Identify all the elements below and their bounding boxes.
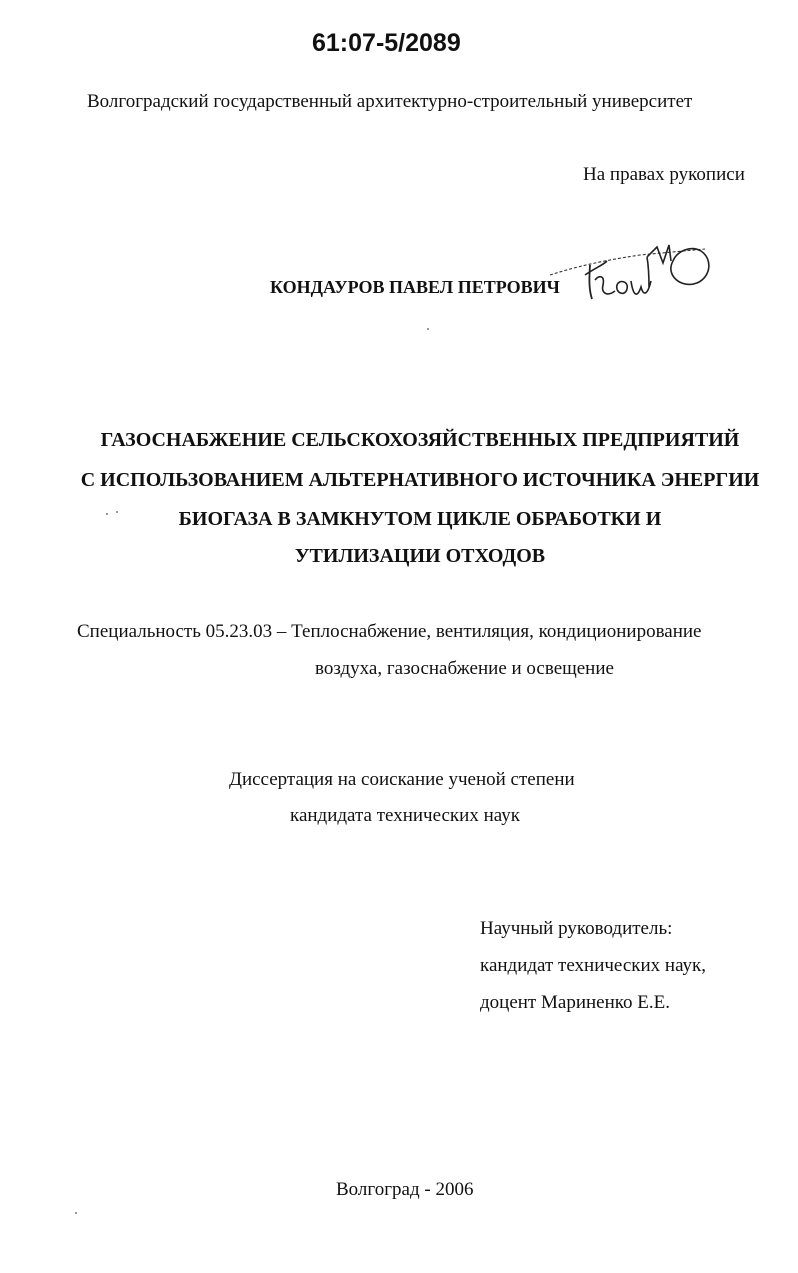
- scan-speck: [106, 513, 108, 515]
- author-signature-icon: [545, 235, 720, 305]
- degree-line-1: Диссертация на соискание ученой степени: [229, 769, 575, 790]
- city-year: Волгоград - 2006: [336, 1179, 474, 1200]
- scan-speck: [75, 1212, 77, 1214]
- title-line-1: ГАЗОСНАБЖЕНИЕ СЕЛЬСКОХОЗЯЙСТВЕННЫХ ПРЕДПРИЯТИЙ: [100, 429, 740, 451]
- supervisor-line-3: доцент Мариненко Е.Е.: [480, 992, 670, 1013]
- title-line-2: С ИСПОЛЬЗОВАНИЕМ АЛЬТЕРНАТИВНОГО ИСТОЧНИКА ЭНЕРГИИ: [80, 469, 760, 491]
- specialty-line-2: воздуха, газоснабжение и освещение: [315, 658, 614, 679]
- title-line-3: БИОГАЗА В ЗАМКНУТОМ ЦИКЛЕ ОБРАБОТКИ И: [178, 508, 662, 530]
- university-name: Волгоградский государственный архитектурно-строительный университет: [87, 91, 693, 112]
- supervisor-line-2: кандидат технических наук,: [480, 955, 707, 976]
- title-line-4: УТИЛИЗАЦИИ ОТХОДОВ: [294, 545, 546, 567]
- author-name: КОНДАУРОВ ПАВЕЛ ПЕТРОВИЧ: [270, 277, 560, 297]
- rights-note: На правах рукописи: [583, 164, 745, 185]
- specialty-line-1: Специальность 05.23.03 – Теплоснабжение, вентиляция, кондиционирование: [77, 621, 702, 642]
- scan-speck: [116, 511, 118, 513]
- registry-code: 61:07-5/2089: [312, 29, 461, 57]
- degree-line-2: кандидата технических наук: [290, 805, 520, 826]
- supervisor-line-1: Научный руководитель:: [480, 918, 673, 939]
- scan-speck: [427, 328, 429, 330]
